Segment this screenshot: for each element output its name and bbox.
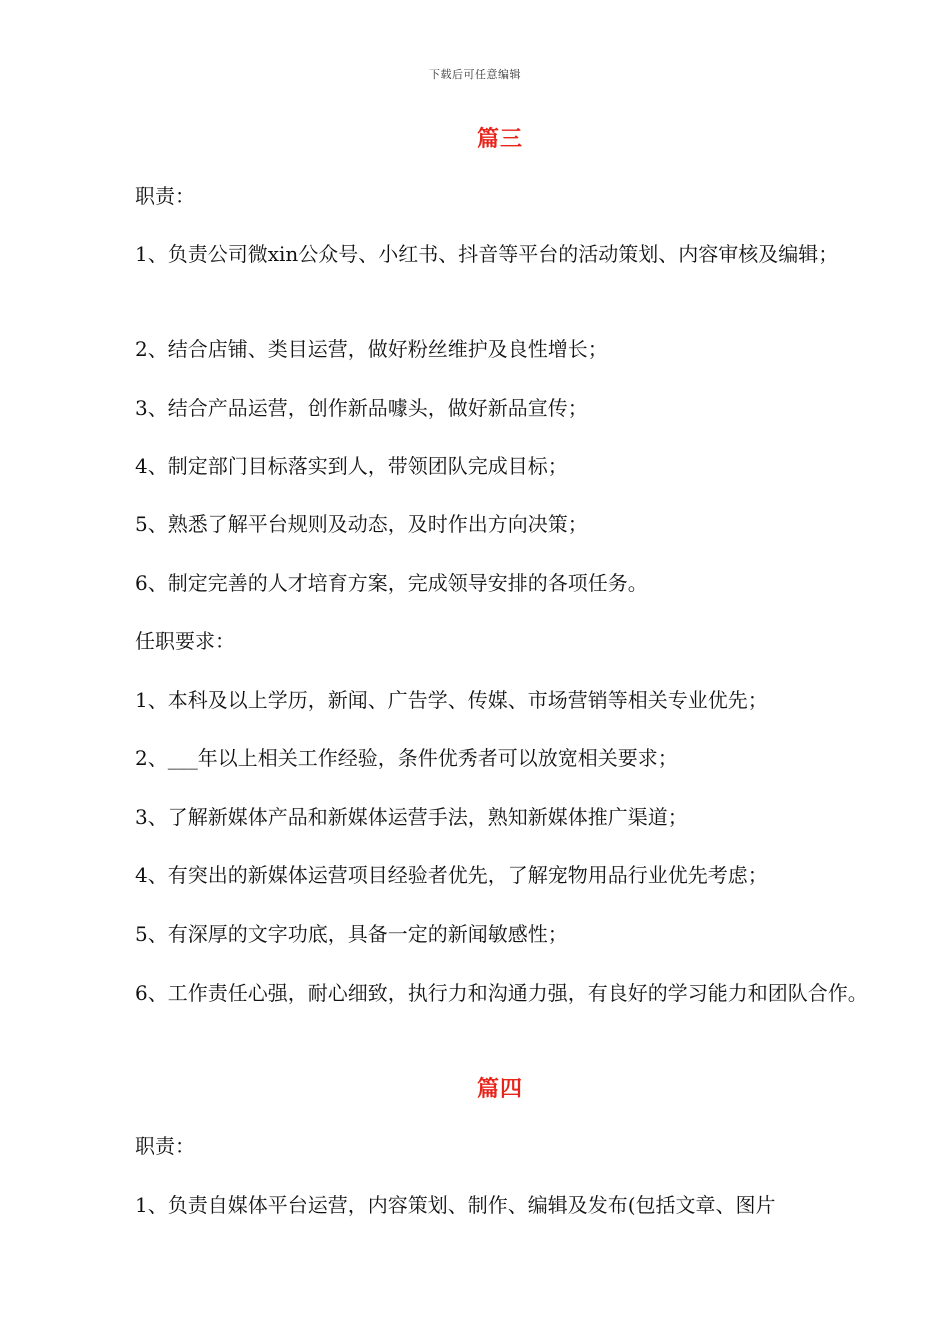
- requirement-item: 6、工作责任心强，耐心细致，执行力和沟通力强，有良好的学习能力和团队合作。: [135, 981, 868, 1005]
- section-title-3: 篇三: [476, 126, 523, 152]
- requirements-label: 任职要求：: [135, 629, 235, 653]
- duties-label: 职责：: [135, 184, 195, 208]
- header-note: 下载后可任意编辑: [429, 68, 521, 81]
- duty-item: 3、结合产品运营，创作新品噱头，做好新品宣传；: [135, 396, 588, 420]
- requirement-item: 3、了解新媒体产品和新媒体运营手法，熟知新媒体推广渠道；: [135, 805, 688, 829]
- section-title-4: 篇四: [476, 1076, 523, 1102]
- requirement-item: 5、有深厚的文字功底，具备一定的新闻敏感性；: [135, 922, 568, 946]
- duty-item: 1、负责自媒体平台运营，内容策划、制作、编辑及发布(包括文章、图片: [135, 1193, 776, 1217]
- requirement-item: 4、有突出的新媒体运营项目经验者优先，了解宠物用品行业优先考虑；: [135, 863, 768, 887]
- duty-item: 1、负责公司微xin公众号、小红书、抖音等平台的活动策划、内容审核及编辑；: [135, 242, 839, 266]
- duty-item: 6、制定完善的人才培育方案，完成领导安排的各项任务。: [135, 571, 648, 595]
- duty-item: 5、熟悉了解平台规则及动态，及时作出方向决策；: [135, 512, 588, 536]
- duty-item: 4、制定部门目标落实到人，带领团队完成目标；: [135, 454, 568, 478]
- requirement-item: 2、___年以上相关工作经验，条件优秀者可以放宽相关要求；: [135, 746, 678, 770]
- duty-item: 2、结合店铺、类目运营，做好粉丝维护及良性增长；: [135, 337, 608, 361]
- duties-label: 职责：: [135, 1134, 195, 1158]
- requirement-item: 1、本科及以上学历，新闻、广告学、传媒、市场营销等相关专业优先；: [135, 688, 768, 712]
